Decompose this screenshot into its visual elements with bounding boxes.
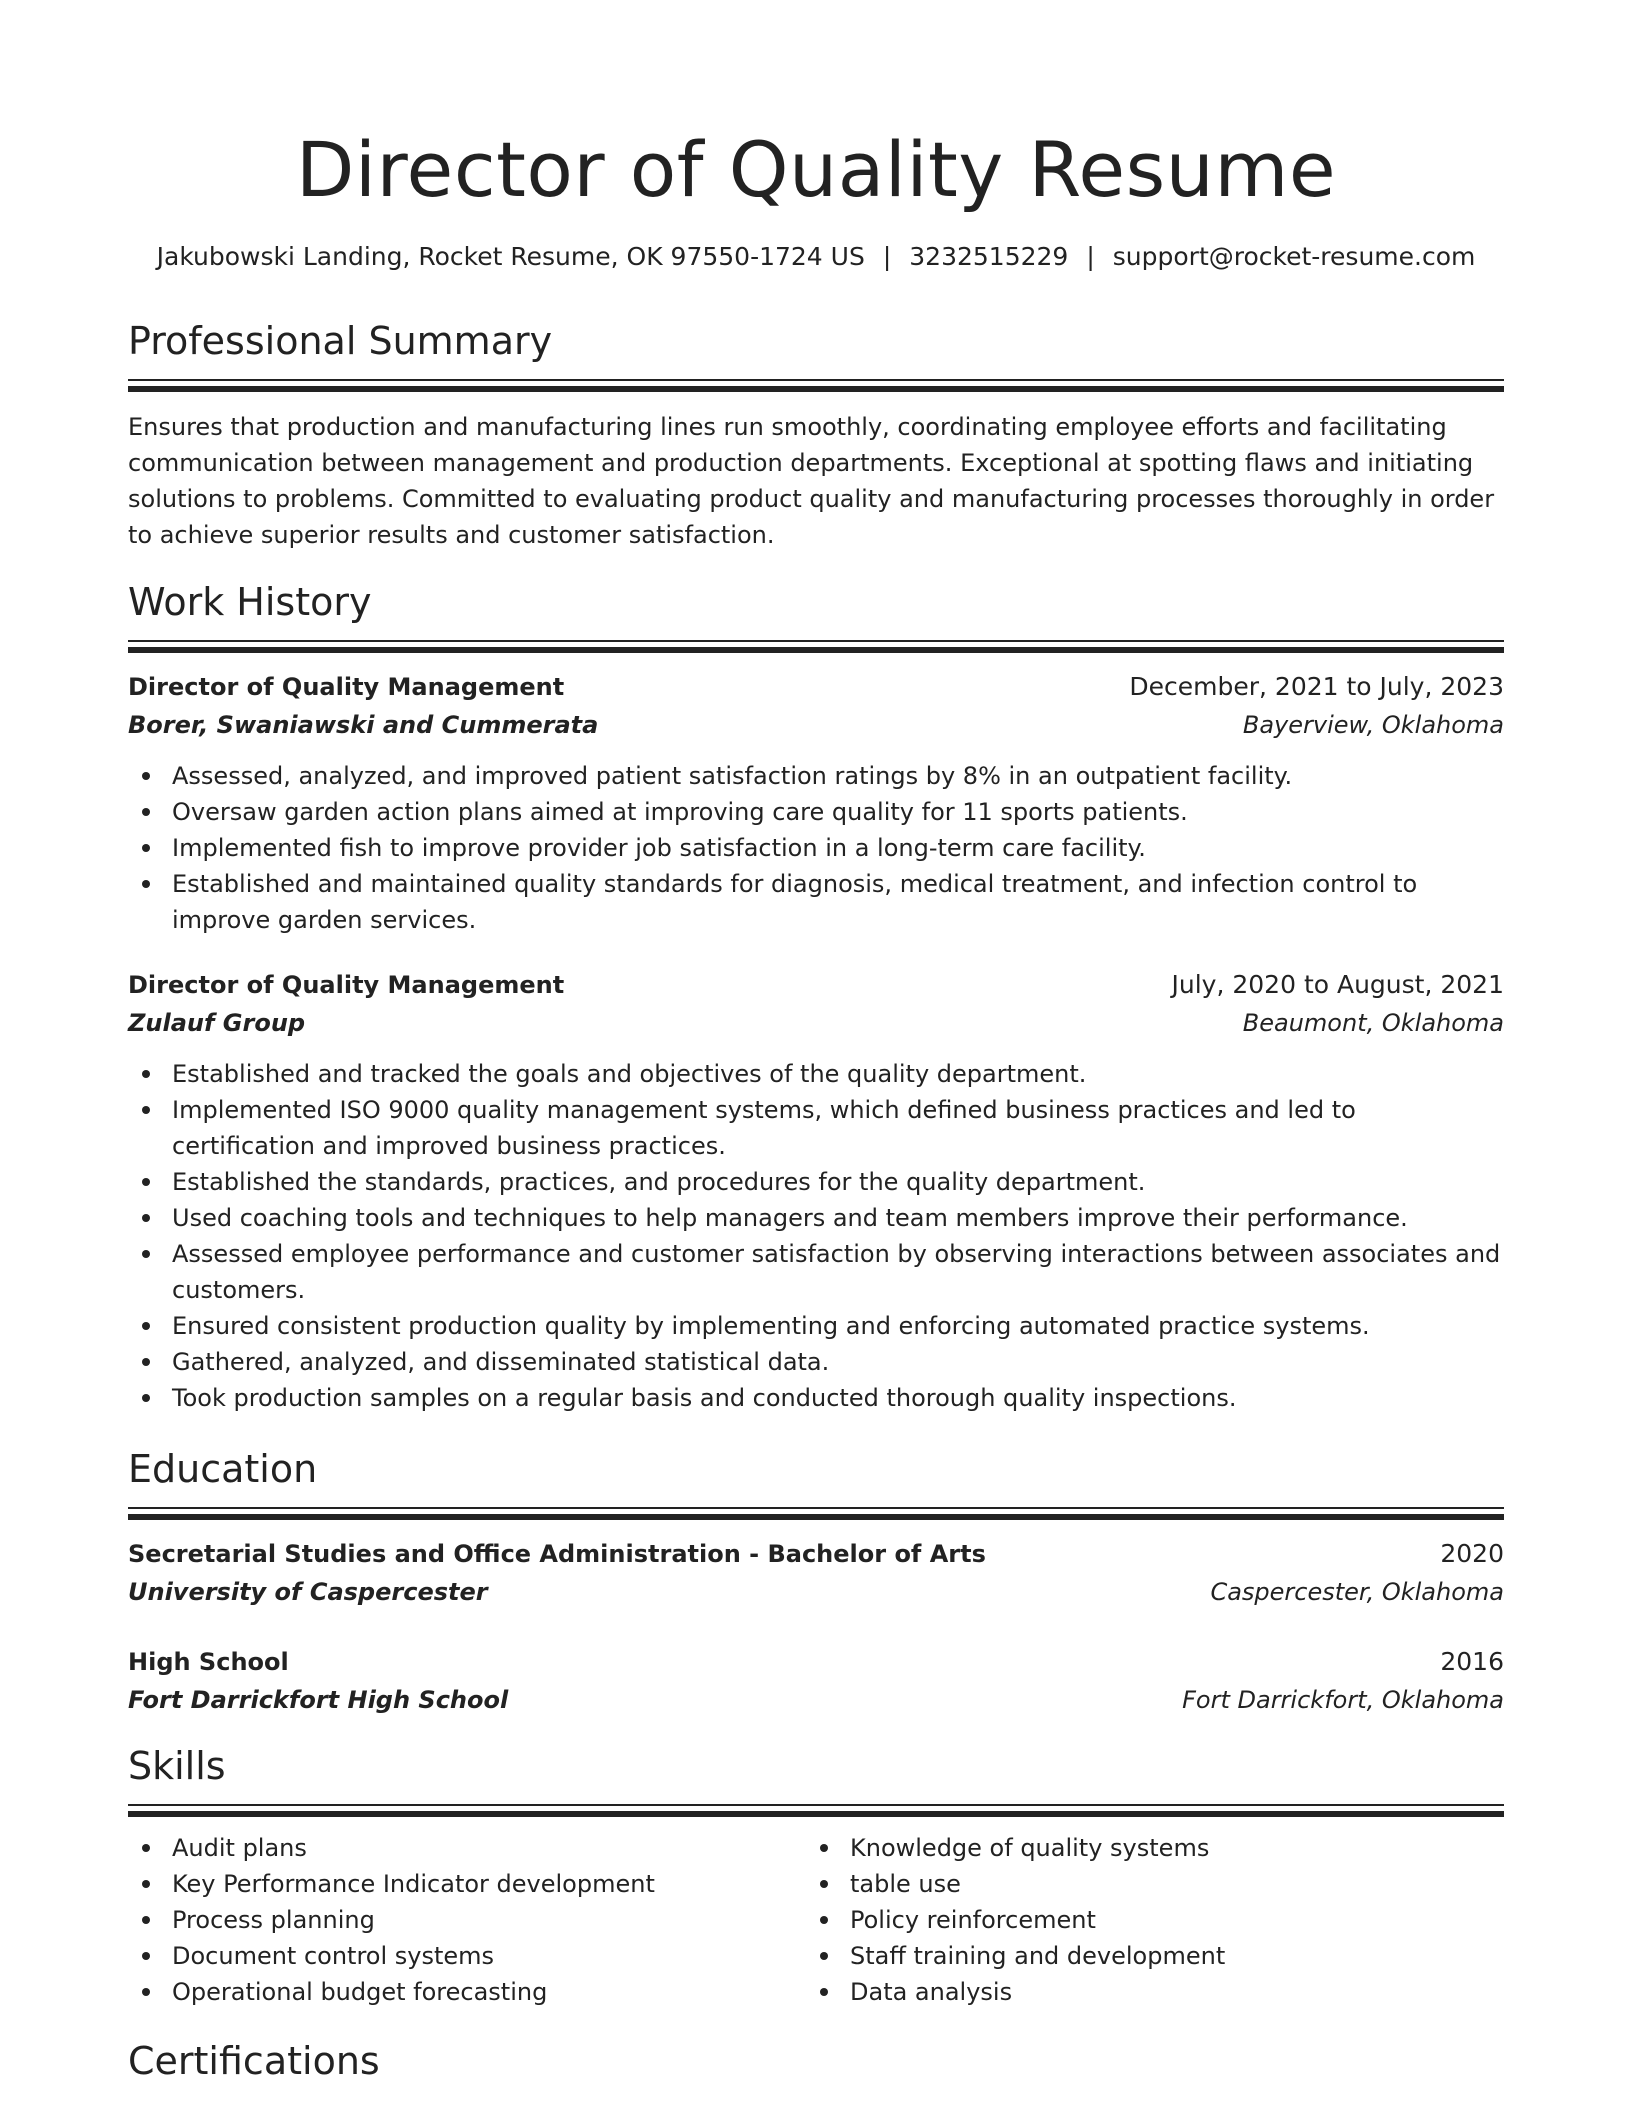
- contact-email[interactable]: support@rocket-resume.com: [1112, 242, 1476, 271]
- list-item: Took production samples on a regular basis and conducted thorough quality inspections.: [172, 1380, 1504, 1416]
- education-header: [128, 1535, 1504, 1573]
- job-entry: [128, 966, 1504, 1416]
- section-divider: [128, 379, 1504, 393]
- job-company: Borer, Swaniawski and Cummerata: [128, 711, 599, 739]
- list-item: Audit plans: [172, 1830, 806, 1866]
- certifications-section: [128, 2036, 1504, 2086]
- list-item: Operational budget forecasting: [172, 1974, 806, 2010]
- resume-page: [128, 0, 1504, 2086]
- job-dates: July, 2020 to August, 2021: [1171, 970, 1504, 999]
- job-subheader: [128, 1004, 1504, 1042]
- contact-separator: |: [1086, 242, 1095, 271]
- job-dates: December, 2021 to July, 2023: [1129, 672, 1504, 701]
- list-item: Oversaw garden action plans aimed at improving care quality for 11 sports patients.: [172, 794, 1504, 830]
- section-divider: [128, 640, 1504, 654]
- education-entry: [128, 1643, 1504, 1719]
- section-divider: [128, 1507, 1504, 1521]
- list-item: Established and tracked the goals and objectives of the quality department.: [172, 1056, 1504, 1092]
- job-bullets: [128, 758, 1504, 938]
- list-item: Ensured consistent production quality by implementing and enforcing automated practice systems.: [172, 1308, 1504, 1344]
- education-degree: Secretarial Studies and Office Administration - Bachelor of Arts: [128, 1540, 986, 1568]
- education-subheader: [128, 1573, 1504, 1611]
- job-entry: [128, 668, 1504, 938]
- education-section: [128, 1444, 1504, 1719]
- job-header: [128, 966, 1504, 1004]
- skills-section: [128, 1741, 1504, 2010]
- list-item: Established and maintained quality standards for diagnosis, medical treatment, and infection control to improve garden services.: [172, 866, 1504, 938]
- list-item: Assessed, analyzed, and improved patient satisfaction ratings by 8% in an outpatient facility.: [172, 758, 1504, 794]
- section-divider: [128, 1804, 1504, 1818]
- job-subheader: [128, 706, 1504, 744]
- job-header: [128, 668, 1504, 706]
- job-location: Beaumont, Oklahoma: [1242, 1009, 1504, 1037]
- skills-column-right: [806, 1830, 1484, 2010]
- work-history-section: [128, 577, 1504, 1416]
- list-item: Implemented ISO 9000 quality management systems, which defined business practices and led to certification and improved business practices.: [172, 1092, 1504, 1164]
- list-item: Assessed employee performance and customer satisfaction by observing interactions between associates and customers.: [172, 1236, 1504, 1308]
- education-school: University of Caspercester: [128, 1578, 488, 1606]
- list-item: Document control systems: [172, 1938, 806, 1974]
- contact-line: [128, 240, 1504, 274]
- education-entry: [128, 1535, 1504, 1611]
- contact-phone: 3232515229: [909, 242, 1069, 271]
- summary-text: Ensures that production and manufacturing lines run smoothly, coordinating employee efforts and facilitating communication between management and production departments. Exceptional at spotting flaws and initiating solutions to problems. Committed to evaluating product quality and manufacturing processes thoroughly in order to achieve superior results and customer satisfaction.: [128, 413, 1495, 549]
- job-bullets: [128, 1056, 1504, 1416]
- section-heading-certifications: Certifications: [128, 2039, 380, 2083]
- section-heading-summary: Professional Summary: [128, 319, 553, 363]
- resume-title: Director of Quality Resume: [295, 125, 1337, 214]
- education-school: Fort Darrickfort High School: [128, 1686, 509, 1714]
- education-degree: High School: [128, 1648, 289, 1676]
- section-heading-skills: Skills: [128, 1744, 226, 1788]
- job-title: Director of Quality Management: [128, 971, 565, 999]
- skills-column-left: [128, 1830, 806, 2010]
- job-company: Zulauf Group: [128, 1009, 306, 1037]
- job-location: Bayerview, Oklahoma: [1242, 711, 1504, 739]
- list-item: Key Performance Indicator development: [172, 1866, 806, 1902]
- education-location: Fort Darrickfort, Oklahoma: [1182, 1686, 1504, 1714]
- contact-separator: |: [882, 242, 892, 271]
- education-year: 2016: [1440, 1647, 1504, 1676]
- education-subheader: [128, 1681, 1504, 1719]
- contact-address: Jakubowski Landing, Rocket Resume, OK 97550-1724 US: [156, 242, 865, 271]
- section-heading-work-history: Work History: [128, 580, 372, 624]
- list-item: Data analysis: [850, 1974, 1484, 2010]
- skills-grid: [128, 1830, 1504, 2010]
- list-item: Used coaching tools and techniques to help managers and team members improve their performance.: [172, 1200, 1504, 1236]
- section-heading-education: Education: [128, 1447, 318, 1491]
- education-header: [128, 1643, 1504, 1681]
- list-item: Gathered, analyzed, and disseminated statistical data.: [172, 1344, 1504, 1380]
- list-item: Staff training and development: [850, 1938, 1484, 1974]
- list-item: Policy reinforcement: [850, 1902, 1484, 1938]
- education-year: 2020: [1440, 1539, 1504, 1568]
- job-title: Director of Quality Management: [128, 673, 565, 701]
- list-item: Established the standards, practices, and procedures for the quality department.: [172, 1164, 1504, 1200]
- list-item: Process planning: [172, 1902, 806, 1938]
- list-item: Implemented fish to improve provider job satisfaction in a long-term care facility.: [172, 830, 1504, 866]
- list-item: Knowledge of quality systems: [850, 1830, 1484, 1866]
- summary-section: [128, 316, 1504, 553]
- education-location: Caspercester, Oklahoma: [1210, 1578, 1504, 1606]
- list-item: table use: [850, 1866, 1484, 1902]
